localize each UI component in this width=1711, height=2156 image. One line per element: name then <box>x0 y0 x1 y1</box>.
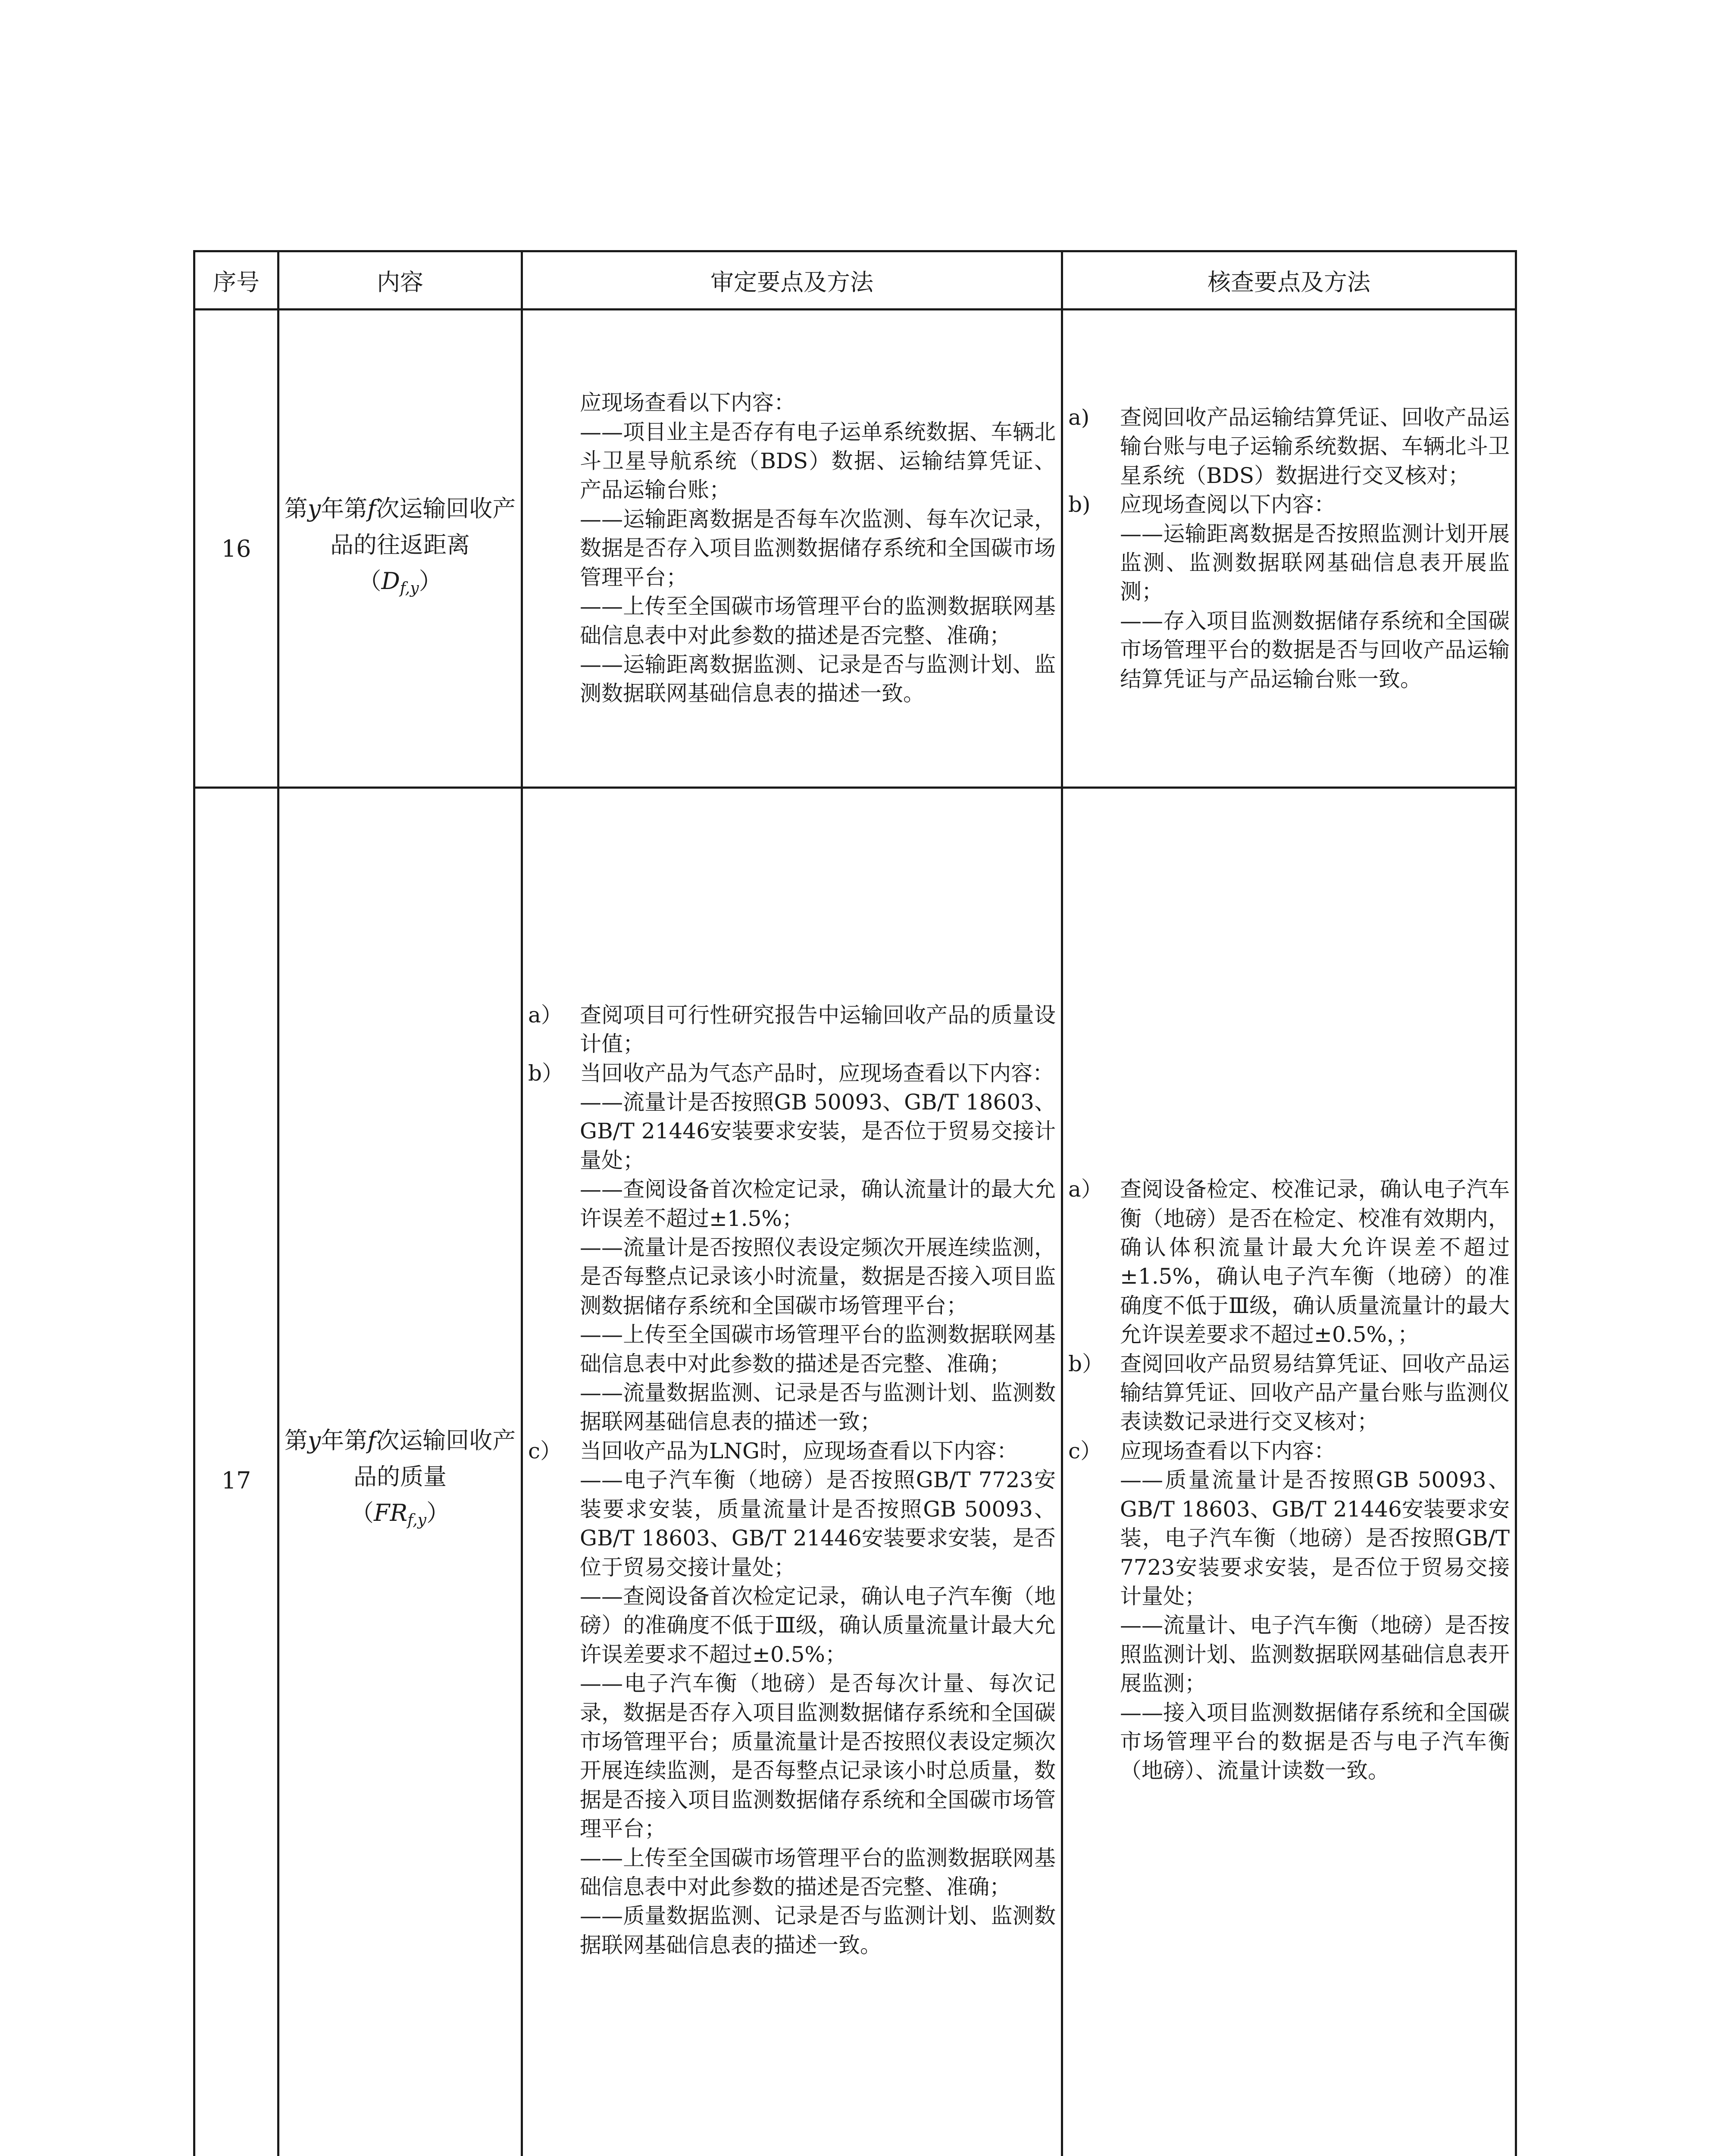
table-row-16 <box>194 310 1516 788</box>
parameter-symbol: D <box>381 567 400 595</box>
validation-item: ——查阅设备首次检定记录，确认电子汽车衡（地磅）的准确度不低于Ⅲ级，确认质量流量计最大允许误差要求不超过±0.5%； <box>580 1583 1056 1667</box>
row-number: 16 <box>194 310 278 788</box>
validation-line: 应现场查看以下内容： <box>580 390 795 416</box>
header-number: 序号 <box>194 251 278 310</box>
table-row-17 <box>194 788 1516 2156</box>
validation-line: ——上传至全国碳市场管理平台的监测数据联网基础信息表中对此参数的描述是否完整、准确； <box>580 594 1056 648</box>
verification-item: ——运输距离数据是否按照监测计划开展监测、监测数据联网基础信息表开展监测； <box>1120 521 1510 605</box>
verification-cell <box>1062 788 1516 2156</box>
verification-item: ——存入项目监测数据储存系统和全国碳市场管理平台的数据是否与回收产品运输结算凭证与产品运输台账一致。 <box>1120 608 1510 692</box>
validation-item: ——上传至全国碳市场管理平台的监测数据联网基础信息表中对此参数的描述是否完整、准确； <box>580 1322 1056 1376</box>
verification-item: a） 查阅设备检定、校准记录，确认电子汽车衡（地磅）是否在检定、校准有效期内，确认体积流量计最大允许误差不超过±1.5%，确认电子汽车衡（地磅）的准确度不低于Ⅲ级，确认质量流量计的最大允许误差要求不超过±0.5%，； <box>1068 1177 1510 1348</box>
spec-table <box>193 250 1517 2156</box>
validation-item: a） 查阅项目可行性研究报告中运输回收产品的质量设计值； <box>528 1002 1056 1057</box>
parameter-name: 第y年第f次运输回收产品的质量 （FRf,y） <box>278 788 522 2156</box>
validation-cell <box>522 310 1062 788</box>
verification-item: a) 查阅回收产品运输结算凭证、回收产品运输台账与电子运输系统数据、车辆北斗卫星系统（BDS）数据进行交叉核对； <box>1068 404 1510 488</box>
validation-cell <box>522 788 1062 2156</box>
validation-line: ——运输距离数据监测、记录是否与监测计划、监测数据联网基础信息表的描述一致。 <box>580 652 1056 706</box>
validation-item: ——电子汽车衡（地磅）是否按照GB/T 7723安装要求安装，质量流量计是否按照GB 50093、GB/T 18603、GB/T 21446安装要求安装，是否位于贸易交接计量处； <box>580 1467 1056 1580</box>
verification-item: b） 查阅回收产品贸易结算凭证、回收产品运输结算凭证、回收产品产量台账与监测仪表读数记录进行交叉核对； <box>1068 1351 1510 1435</box>
row-number: 17 <box>194 788 278 2156</box>
verification-item: ——质量流量计是否按照GB 50093、GB/T 18603、GB/T 21446安装要求安装，电子汽车衡（地磅）是否按照GB/T 7723安装要求安装，是否位于贸易交接计量处； <box>1120 1467 1510 1609</box>
parameter-name: 第y年第f次运输回收产品的往返距离 （Df,y） <box>278 310 522 788</box>
verification-cell <box>1062 310 1516 788</box>
validation-item: ——质量数据监测、记录是否与监测计划、监测数据联网基础信息表的描述一致。 <box>580 1903 1056 1958</box>
validation-item: c） 当回收产品为LNG时，应现场查看以下内容： <box>528 1438 1018 1463</box>
header-verification: 核查要点及方法 <box>1062 251 1516 310</box>
verification-item: ——接入项目监测数据储存系统和全国碳市场管理平台的数据是否与电子汽车衡（地磅）、流量计读数一致。 <box>1120 1700 1510 1783</box>
validation-line: ——运输距离数据是否每车次监测、每车次记录，数据是否存入项目监测数据储存系统和全国碳市场管理平台； <box>580 506 1056 590</box>
header-validation: 审定要点及方法 <box>522 251 1062 310</box>
validation-item: b） 当回收产品为气态产品时，应现场查看以下内容： <box>528 1060 1054 1086</box>
validation-item: ——流量计是否按照GB 50093、GB/T 18603、GB/T 21446安装要求安装，是否位于贸易交接计量处； <box>580 1090 1056 1173</box>
header-row <box>194 251 1516 310</box>
header-content: 内容 <box>278 251 522 310</box>
validation-item: ——查阅设备首次检定记录，确认流量计的最大允许误差不超过±1.5%； <box>580 1177 1056 1231</box>
parameter-symbol: FR <box>374 1499 408 1526</box>
verification-item: ——流量计、电子汽车衡（地磅）是否按照监测计划、监测数据联网基础信息表开展监测； <box>1120 1613 1510 1696</box>
validation-item: ——流量数据监测、记录是否与监测计划、监测数据联网基础信息表的描述一致； <box>580 1380 1056 1435</box>
verification-item: b) 应现场查阅以下内容： <box>1068 492 1336 517</box>
validation-item: ——上传至全国碳市场管理平台的监测数据联网基础信息表中对此参数的描述是否完整、准确； <box>580 1845 1056 1899</box>
validation-line: ——项目业主是否存有电子运单系统数据、车辆北斗卫星导航系统（BDS）数据、运输结算凭证、产品运输台账； <box>580 419 1056 503</box>
validation-item: ——流量计是否按照仪表设定频次开展连续监测，是否每整点记录该小时流量，数据是否接入项目监测数据储存系统和全国碳市场管理平台； <box>580 1235 1056 1318</box>
verification-item: c） 应现场查看以下内容： <box>1068 1438 1336 1463</box>
validation-item: ——电子汽车衡（地磅）是否每次计量、每次记录，数据是否存入项目监测数据储存系统和全国碳市场管理平台；质量流量计是否按照仪表设定频次开展连续监测，是否每整点记录该小时总质量，数据是否接入项目监测数据储存系统和全国碳市场管理平台； <box>580 1671 1056 1842</box>
